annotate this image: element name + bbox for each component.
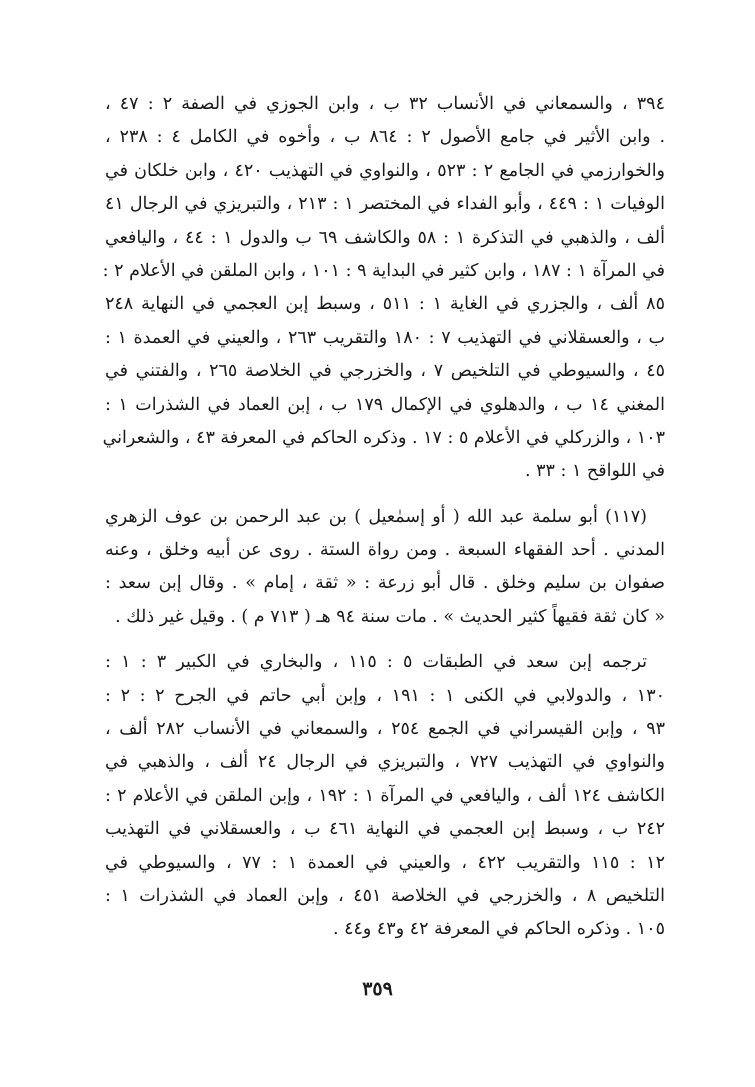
text-line: المدني . أحد الفقهاء السبعة . ومن رواة الستة . روى عن أبيه وخلق ، وعنه: [105, 540, 665, 561]
text-line: ٩٣ ، وإبن القيسراني في الجمع ٢٥٤ ، والسمعاني في الأنساب ٢٨٢ ألف ،: [105, 719, 665, 740]
page-body: [102, 88, 666, 947]
text-line: (١١٧) أبو سلمة عبد الله ( أو إسمٰعيل ) بن عبد الرحمن بن عوف الزهري: [105, 506, 647, 527]
text-line: ١٠٥ . وذكره الحاكم في المعرفة ٤٢ و٤٣ و٤٤ .: [332, 919, 665, 940]
text-line: ترجمه إبن سعد في الطبقات ٥ : ١١٥ ، والبخاري في الكبير ٣ : ١ :: [105, 652, 647, 673]
references-paragraph-116: [102, 88, 666, 489]
text-line: « كان ثقة فقيهاً كثير الحديث » . مات سنة ٩٤ هـ ( ٧١٣ م ) . وقيل غير ذلك .: [115, 606, 665, 627]
text-line: صفوان بن سليم وخلق . قال أبو زرعة : « ثقة ، إمام » . وقال إبن سعد :: [105, 573, 665, 594]
text-line: ب ، والعسقلاني في التهذيب ٧ : ١٨٠ والتقريب ٢٦٣ ، والعيني في العمدة ١ :: [105, 327, 665, 348]
text-line: ٤٥ ، والسيوطي في التلخيص ٧ ، والخزرجي في الخلاصة ٢٦٥ ، والفتني في: [105, 361, 666, 382]
paragraph-gap: [105, 634, 665, 646]
page-number: ٣٥٩: [362, 978, 393, 1000]
text-line: ألف ، والذهبي في التذكرة ١ : ٥٨ والكاشف ٦٩ ب والدول ١ : ٤٤ ، واليافعي: [105, 227, 665, 248]
text-line: والخوارزمي في الجامع ٢ : ٥٢٣ ، والنواوي في التهذيب ٤٢٠ ، وابن خلكان في: [105, 160, 666, 181]
text-line: ٣٩٤ ، والسمعاني في الأنساب ٣٢ ب ، وابن الجوزي في الصفة ٢ : ٤٧ ،: [105, 94, 665, 114]
text-line: في اللواقح ١ : ٣٣ .: [524, 461, 665, 482]
paragraph-gap: [105, 489, 665, 501]
text-line: ١٢ : ١١٥ والتقريب ٤٢٢ ، والعيني في العمدة ١ : ٧٧ ، والسيوطي في: [105, 852, 665, 873]
text-line: في المرآة ١ : ١٨٧ ، وابن كثير في البداية ٩ : ١٠١ ، وابن الملقن في الأعلام ٢ :: [102, 260, 665, 281]
text-line: . وابن الأثير في جامع الأصول ٢ : ٨٦٤ ب ، وأخوه في الكامل ٤ : ٢٣٨ ،: [105, 127, 666, 148]
text-line: ١٠٣ ، والزركلي في الأعلام ٥ : ١٧ . وذكره الحاكم في المعرفة ٤٣ ، والشعراني: [102, 427, 665, 448]
text-line: التلخيص ٨ ، والخزرجي في الخلاصة ٤٥١ ، وإبن العماد في الشذرات ١ :: [105, 885, 665, 906]
text-line: ١٣٠ ، والدولابي في الكنى ١ : ١٩١ ، وإبن أبي حاتم في الجرح ٢ : ٢ :: [105, 685, 665, 706]
text-line: الوفيات ١ : ٤٤٩ ، وأبو الفداء في المختصر ١ : ٢١٣ ، والتبريزي في الرجال ٤١: [105, 194, 665, 215]
text-line: ٨٥ ألف ، والجزري في الغاية ١ : ٥١١ ، وسبط إبن العجمي في النهاية ٢٤٨: [105, 294, 665, 315]
text-line: الكاشف ١٢٤ ألف ، واليافعي في المرآة ١ : ١٩٢ ، وإبن الملقن في الأعلام ٢ :: [105, 785, 665, 806]
references-paragraph-117: [105, 646, 665, 947]
text-line: ٢٤٢ ب ، وسبط إبن العجمي في النهاية ٤٦١ ب ، والعسقلاني في التهذيب: [105, 819, 666, 840]
text-line: والنواوي في التهذيب ٧٢٧ ، والتبريزي في الرجال ٢٤ ألف ، والذهبي في: [105, 752, 665, 773]
text-line: المغني ١٤ ب ، والدهلوي في الإكمال ١٧٩ ب ، إبن العماد في الشذرات ١ :: [105, 394, 665, 415]
biography-paragraph-117: [105, 501, 665, 635]
